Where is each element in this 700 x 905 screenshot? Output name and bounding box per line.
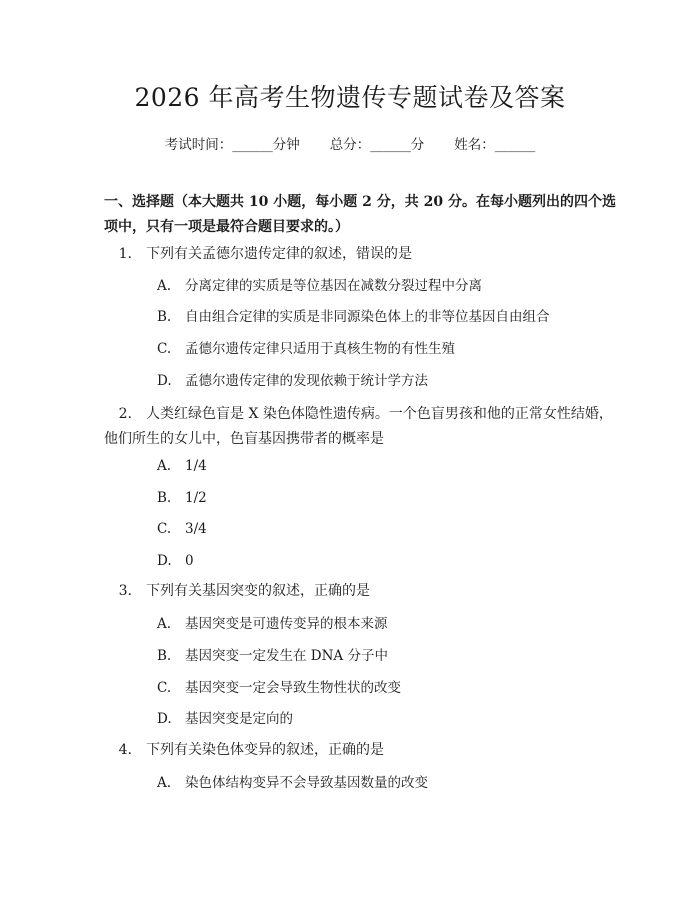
option-text: 1/2 (185, 490, 207, 506)
option-text: 3/4 (185, 521, 207, 537)
option-label: A. (157, 278, 172, 294)
name-field: 姓名：______ (454, 137, 536, 153)
option-label: A. (157, 775, 172, 791)
option-label: B. (157, 490, 172, 506)
question-2 (104, 402, 624, 452)
option-item (157, 456, 207, 476)
exam-time-field: 考试时间：______分钟 (164, 137, 300, 153)
option-text: 基因突变一定会导致生物性状的改变 (185, 680, 401, 696)
question-text: 下列有关染色体变异的叙述，正确的是 (146, 742, 384, 758)
option-item (157, 614, 388, 634)
question-number: 1. (118, 246, 132, 262)
option-text: 孟德尔遗传定律的发现依赖于统计学方法 (185, 373, 428, 389)
option-label: D. (157, 711, 172, 727)
option-item (157, 339, 455, 359)
option-label: B. (157, 309, 172, 325)
option-text: 基因突变是定向的 (185, 711, 293, 727)
option-item (157, 646, 388, 666)
question-number: 4. (118, 742, 132, 758)
option-item (157, 307, 550, 327)
question-4 (104, 738, 624, 763)
option-label: B. (157, 648, 172, 664)
option-label: C. (157, 341, 172, 357)
question-3 (104, 579, 624, 604)
exam-info-line (0, 133, 700, 153)
document-title: 2026 年高考生物遗传专题试卷及答案 (134, 83, 566, 112)
option-item (157, 551, 194, 571)
question-text: 人类红绿色盲是 X 染色体隐性遗传病。一个色盲男孩和他的正常女性结婚，他们所生的女儿中，色盲基因携带者的概率是 (104, 406, 613, 447)
option-text: 孟德尔遗传定律只适用于真核生物的有性生殖 (185, 341, 455, 357)
option-label: D. (157, 553, 172, 569)
option-text: 自由组合定律的实质是非同源染色体上的非等位基因自由组合 (185, 309, 550, 325)
option-text: 基因突变是可遗传变异的根本来源 (185, 616, 388, 632)
option-label: D. (157, 373, 172, 389)
option-label: C. (157, 680, 172, 696)
option-item (157, 371, 428, 391)
option-text: 分离定律的实质是等位基因在减数分裂过程中分离 (185, 278, 482, 294)
question-number: 3. (118, 583, 132, 599)
option-item (157, 519, 207, 539)
option-text: 基因突变一定发生在 DNA 分子中 (185, 648, 388, 664)
option-text: 0 (185, 553, 194, 569)
option-item (157, 773, 428, 793)
option-text: 染色体结构变异不会导致基因数量的改变 (185, 775, 428, 791)
total-score-field: 总分：______分 (329, 137, 425, 153)
option-item (157, 276, 482, 296)
question-number: 2. (118, 406, 132, 422)
option-item (157, 709, 293, 729)
option-label: A. (157, 616, 172, 632)
option-text: 1/4 (185, 458, 207, 474)
option-item (157, 488, 207, 508)
section-heading-choice: 一、选择题（本大题共 10 小题，每小题 2 分，共 20 分。在每小题列出的四个选项中，只有一项是最符合题目要求的。） (104, 194, 616, 235)
option-label: A. (157, 458, 172, 474)
question-text: 下列有关基因突变的叙述，正确的是 (146, 583, 370, 599)
question-1 (104, 242, 624, 267)
option-label: C. (157, 521, 172, 537)
option-item (157, 678, 401, 698)
question-text: 下列有关孟德尔遗传定律的叙述，错误的是 (146, 246, 412, 262)
